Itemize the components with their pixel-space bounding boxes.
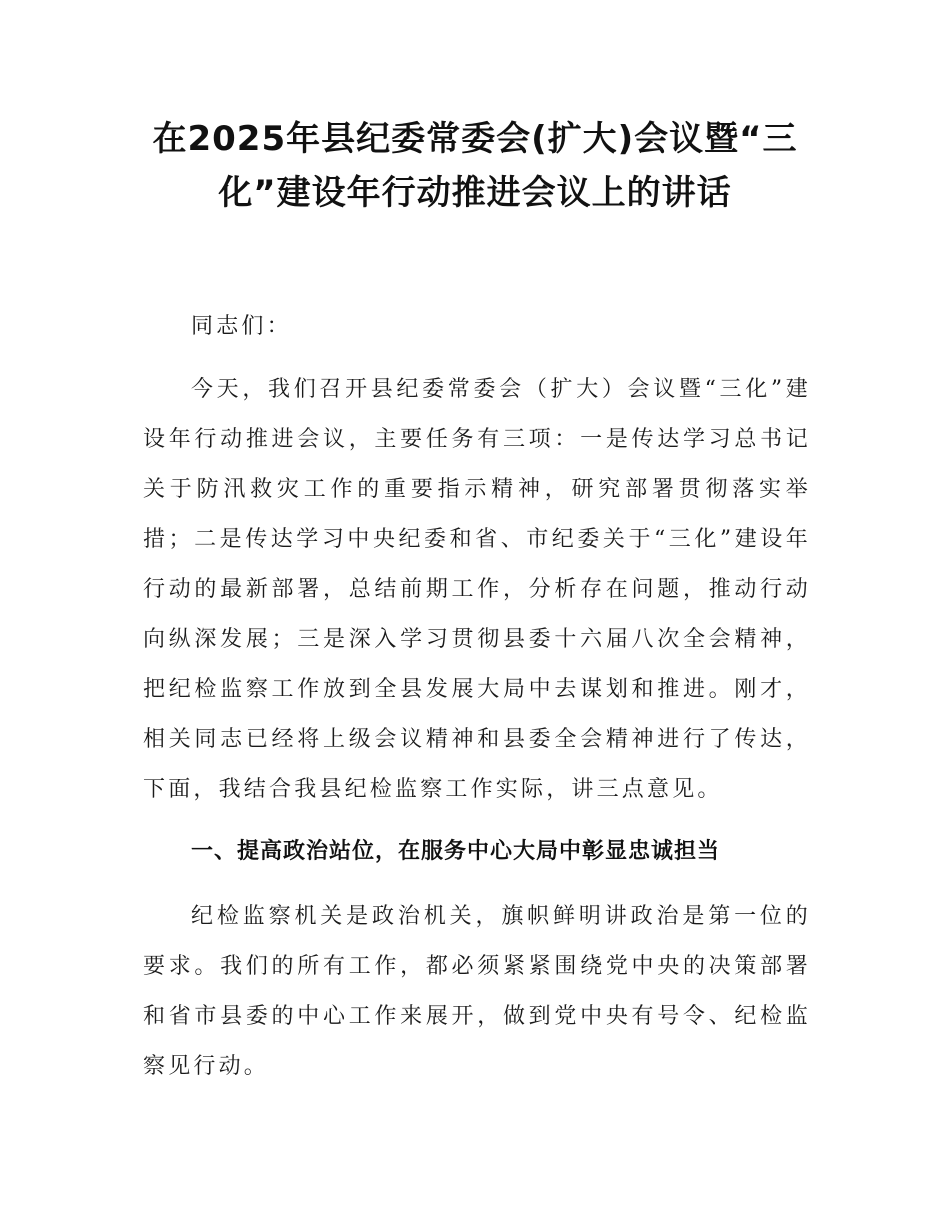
document-title: [120, 112, 830, 220]
title-line-2: 化”建设年行动推进会议上的讲话: [218, 173, 732, 213]
greeting: 同志们：: [191, 314, 292, 339]
title-line-1: 在2025年县纪委常委会(扩大)会议暨“三: [152, 119, 798, 159]
paragraph-section-1: 纪检监察机关是政治机关，旗帜鲜明讲政治是第一位的要求。我们的所有工作，都必须紧紧围绕党中央的决策部署和省市县委的中心工作来展开，做到党中央有号令、纪检监察见行动。: [143, 904, 811, 1079]
section-heading-1: 一、提高政治站位，在服务中心大局中彰显忠诚担当: [191, 839, 721, 864]
paragraph-intro: 今天，我们召开县纪委常委会（扩大）会议暨“三化”建设年行动推进会议，主要任务有三项：一是传达学习总书记关于防汛救灾工作的重要指示精神，研究部署贯彻落实举措；二是传达学习中央纪委和省、市纪委关于“三化”建设年行动的最新部署，总结前期工作，分析存在问题，推动行动向纵深发展；三是深入学习贯彻县委十六届八次全会精神，把纪检监察工作放到全县发展大局中去谋划和推进。刚才，相关同志已经将上级会议精神和县委全会精神进行了传达，下面，我结合我县纪检监察工作实际，讲三点意见。: [143, 377, 811, 802]
